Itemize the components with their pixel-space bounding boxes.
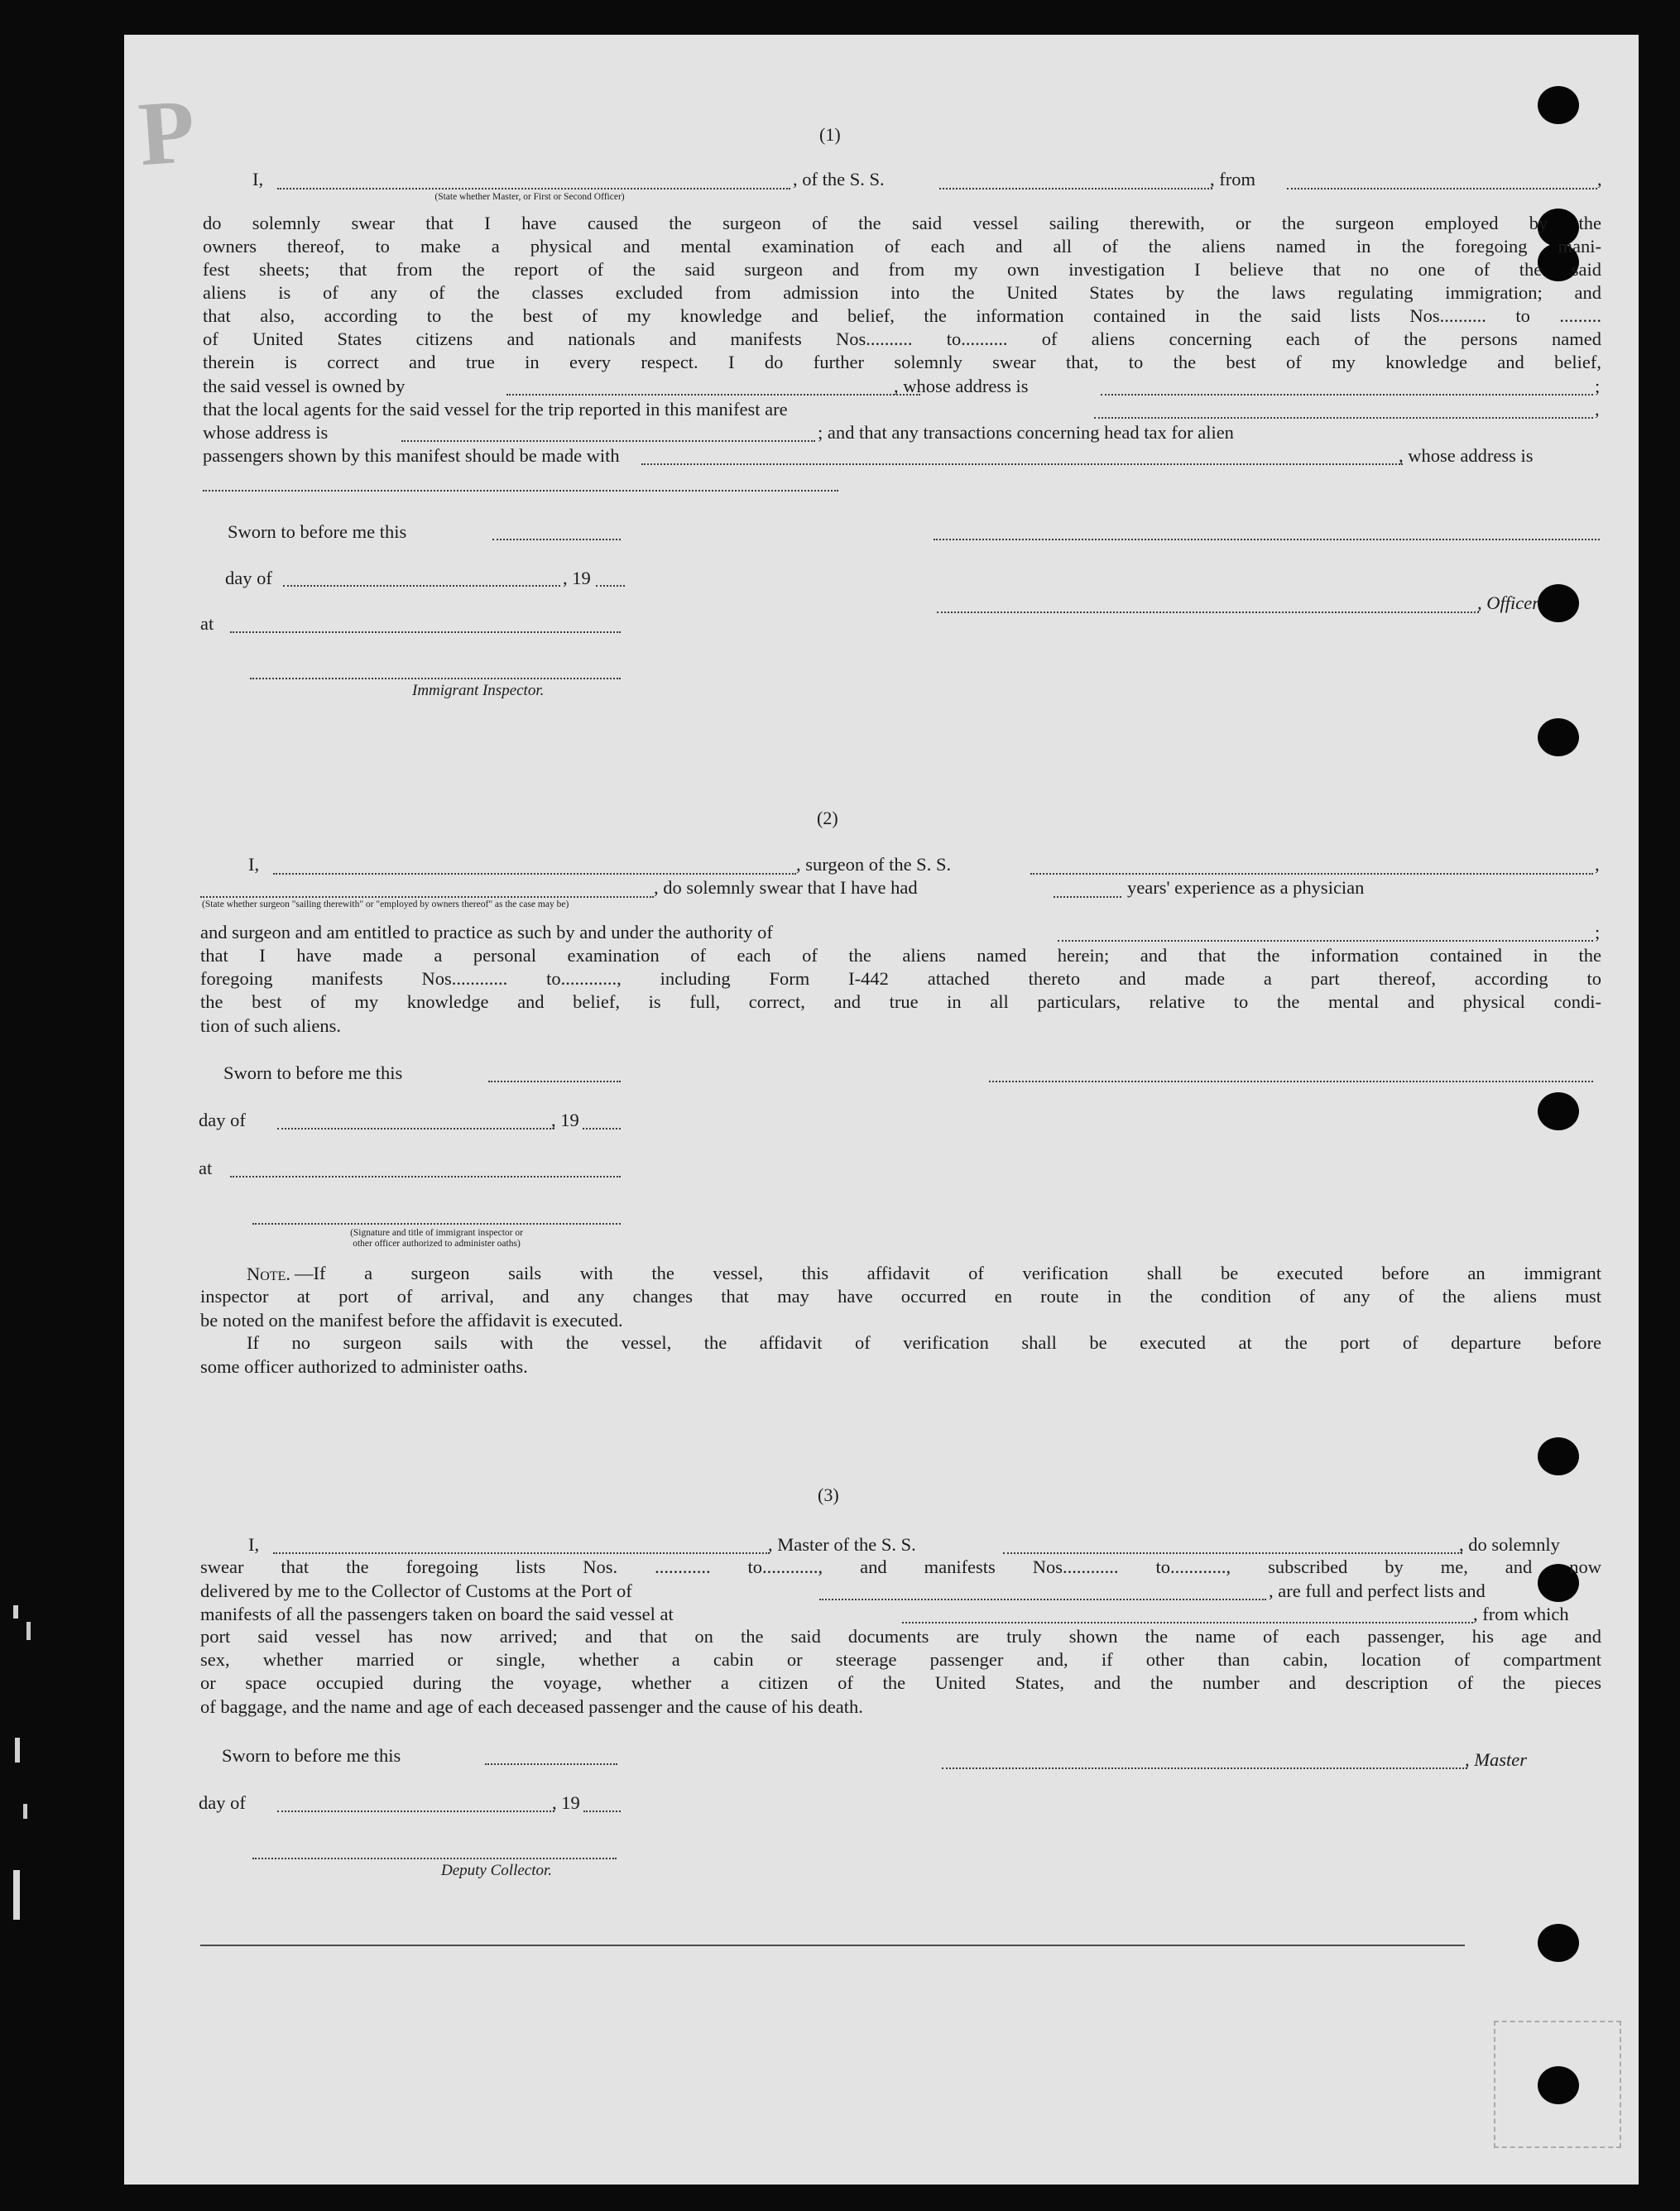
section-2-heading: (2) xyxy=(817,808,838,828)
text-i: I, xyxy=(252,169,264,189)
text-full-perfect: , are full and perfect lists and xyxy=(1269,1580,1486,1601)
s1-line: fest sheets; that from the report of the said surgeon and from my own investigation I believe that no one of the said xyxy=(203,259,1601,280)
inspector-signature-field[interactable] xyxy=(250,678,621,679)
text-i: I, xyxy=(248,854,260,875)
deputy-label: Deputy Collector. xyxy=(441,1862,553,1879)
punch-hole xyxy=(1538,1092,1579,1130)
ink-stain-mark: P xyxy=(135,79,199,185)
section-1-heading: (1) xyxy=(819,124,841,145)
s3-line: sex, whether married or single, whether a cabin or steerage passenger and, if other than cabin, location of compartment xyxy=(200,1649,1601,1670)
ship-name-field[interactable] xyxy=(1003,1552,1462,1554)
text-at: at xyxy=(199,1158,213,1178)
text-surgeon-of: , surgeon of the S. S. xyxy=(796,854,952,875)
officer-label: , Officer xyxy=(1477,592,1539,613)
comma: , xyxy=(1597,169,1602,189)
text-do-solemnly: , do solemnly swear that I have had xyxy=(654,877,918,898)
punch-hole xyxy=(1538,1924,1579,1962)
s3-line: or space occupied during the voyage, whether a citizen of the United States, and the number and description of the pieces xyxy=(200,1672,1601,1693)
text-from-which: , from which xyxy=(1473,1604,1569,1624)
comma: , xyxy=(1595,854,1600,875)
master-name-field[interactable] xyxy=(273,1552,770,1554)
master-hint: (State whether Master, or First or Second Officer) xyxy=(434,192,625,202)
text-local-agents: that the local agents for the said vessel for the trip reported in this manifest are xyxy=(203,399,788,420)
inspector-signature-field[interactable] xyxy=(252,1223,621,1225)
authority-field[interactable] xyxy=(1058,940,1593,942)
bottom-rule xyxy=(200,1945,1465,1946)
text-day-of: day of xyxy=(199,1110,246,1130)
master-name-field[interactable] xyxy=(277,188,790,189)
deputy-signature-field[interactable] xyxy=(252,1858,617,1859)
ship-name-field[interactable] xyxy=(939,188,1212,189)
embark-port-field[interactable] xyxy=(902,1622,1473,1623)
s3-line: port said vessel has now arrived; and that on the said documents are truly shown the name of each passenger, his age and xyxy=(200,1626,1601,1647)
sworn-date-field[interactable] xyxy=(492,539,621,540)
note-line: be noted on the manifest before the affidavit is executed. xyxy=(200,1310,623,1331)
s3-line: of baggage, and the name and age of each deceased passenger and the cause of his death. xyxy=(200,1696,863,1717)
text-whose-address: , whose address is xyxy=(894,376,1029,396)
sworn-date-field[interactable] xyxy=(485,1763,617,1765)
text-owned-by: the said vessel is owned by xyxy=(203,376,406,396)
text-years-experience: years' experience as a physician xyxy=(1127,877,1365,898)
binding-mark xyxy=(15,1738,20,1763)
text-i: I, xyxy=(248,1534,260,1555)
officer-signature-top-field[interactable] xyxy=(934,539,1600,540)
text-year: , 19 xyxy=(552,1792,580,1813)
s2-line: that I have made a personal examination of each of the aliens named herein; and that the information contained in the xyxy=(200,945,1601,966)
text-at: at xyxy=(200,613,214,634)
s2-line: foregoing manifests Nos............ to............, including Form I-442 attached thereto and made a part thereof, according to xyxy=(200,968,1601,989)
punch-hole xyxy=(1538,584,1579,622)
at-place-field[interactable] xyxy=(230,1176,621,1177)
surgeon-status-hint: (State whether surgeon "sailing therewith" or "employed by owners thereof" as the case may be) xyxy=(202,899,569,909)
year-field[interactable] xyxy=(583,1811,621,1812)
s2-line: the best of my knowledge and belief, is full, correct, and true in all particulars, relative to the mental and physical condi- xyxy=(200,991,1601,1012)
signature-hint: other officer authorized to administer oaths) xyxy=(353,1239,521,1249)
punch-hole xyxy=(1538,2066,1579,2104)
text-whose-address-3: , whose address is xyxy=(1399,445,1534,466)
note-label: Note. xyxy=(247,1264,290,1284)
text-of-ss: , of the S. S. xyxy=(793,169,885,189)
text-passengers: passengers shown by this manifest should be made with xyxy=(203,445,620,466)
binding-mark xyxy=(13,1605,18,1619)
s2-line: tion of such aliens. xyxy=(200,1015,341,1036)
section-3-heading: (3) xyxy=(818,1484,839,1505)
text-sworn: Sworn to before me this xyxy=(222,1745,401,1766)
text-day-of: day of xyxy=(225,568,272,588)
inspector-label: Immigrant Inspector. xyxy=(412,682,545,699)
form-page xyxy=(124,35,1639,2185)
semicolon: ; xyxy=(1595,922,1601,942)
master-label: , Master xyxy=(1465,1749,1527,1770)
note-line: inspector at port of arrival, and any changes that may have occurred en route in the condition of any of the aliens must xyxy=(200,1286,1601,1307)
text-sworn: Sworn to before me this xyxy=(223,1062,403,1083)
day-of-field[interactable] xyxy=(277,1811,554,1812)
surgeon-name-field[interactable] xyxy=(273,873,796,875)
text-authority: and surgeon and am entitled to practice as such by and under the authority of xyxy=(200,922,773,942)
at-place-field[interactable] xyxy=(230,631,621,633)
note-line: some officer authorized to administer oaths. xyxy=(200,1356,528,1377)
text-from: , from xyxy=(1210,169,1255,189)
text-sworn: Sworn to before me this xyxy=(228,521,407,542)
text-do-solemnly: , do solemnly xyxy=(1459,1534,1560,1555)
year-field[interactable] xyxy=(596,585,625,587)
text-master-of: , Master of the S. S. xyxy=(768,1534,916,1555)
text-year: , 19 xyxy=(563,568,591,588)
port-field[interactable] xyxy=(819,1599,1266,1600)
note-line: If no surgeon sails with the vessel, the affidavit of verification shall be executed at the port of departure before xyxy=(247,1332,1601,1353)
head-tax-contact-field[interactable] xyxy=(641,463,1403,465)
binding-mark xyxy=(13,1870,20,1920)
from-port-field[interactable] xyxy=(1287,188,1597,189)
s1-line: of United States citizens and nationals and manifests Nos.......... to.......... of aliens concerning each of the persons named xyxy=(203,329,1601,349)
owner-field[interactable] xyxy=(506,394,920,396)
officer-signature-field[interactable] xyxy=(937,612,1479,613)
contact-address-field[interactable] xyxy=(203,490,838,492)
semicolon: ; xyxy=(1595,376,1601,396)
binding-mark xyxy=(23,1804,27,1819)
s1-line: owners thereof, to make a physical and mental examination of each and all of the aliens named in the foregoing mani- xyxy=(203,236,1601,257)
years-experience-field[interactable] xyxy=(1054,896,1121,898)
text-day-of: day of xyxy=(199,1792,246,1813)
s1-line: therein is correct and true in every respect. I do further solemnly swear that, to the best of my knowledge and belief, xyxy=(203,352,1601,372)
signature-hint: (Signature and title of immigrant inspector or xyxy=(350,1228,523,1238)
punch-hole xyxy=(1538,718,1579,756)
text-manifests-all: manifests of all the passengers taken on board the said vessel at xyxy=(200,1604,674,1624)
agents-address-field[interactable] xyxy=(401,440,815,442)
text-year: , 19 xyxy=(551,1110,579,1130)
day-of-field[interactable] xyxy=(277,1128,554,1129)
s1-line: aliens is of any of the classes excluded from admission into the United States by the laws regulating immigration; and xyxy=(203,282,1601,303)
year-field[interactable] xyxy=(583,1128,621,1129)
surgeon-status-field[interactable] xyxy=(200,896,654,898)
surgeon-signature-field[interactable] xyxy=(989,1081,1593,1082)
punch-hole xyxy=(1538,1437,1579,1475)
owner-address-field[interactable] xyxy=(1101,394,1593,396)
day-of-field[interactable] xyxy=(283,585,560,587)
text-whose-address-2: whose address is xyxy=(203,422,329,443)
master-signature-field[interactable] xyxy=(942,1767,1467,1769)
s1-line: that also, according to the best of my knowledge and belief, the information contained in the said lists Nos.......... to ......... xyxy=(203,305,1601,326)
binding-mark xyxy=(26,1622,31,1640)
s3-line: swear that the foregoing lists Nos. ............ to............, and manifests Nos............ to............, subscribed by me, and now xyxy=(200,1556,1601,1577)
comma: , xyxy=(1595,399,1600,420)
punch-hole xyxy=(1538,86,1579,124)
text-head-tax: ; and that any transactions concerning head tax for alien xyxy=(818,422,1234,443)
s1-line: do solemnly swear that I have caused the surgeon of the said vessel sailing therewith, or the surgeon employed by the xyxy=(203,213,1601,233)
note-line: —If a surgeon sails with the vessel, this affidavit of verification shall be executed before an immigrant xyxy=(295,1263,1601,1283)
local-agents-field[interactable] xyxy=(1094,417,1593,419)
text-delivered: delivered by me to the Collector of Customs at the Port of xyxy=(200,1580,632,1601)
sworn-date-field[interactable] xyxy=(488,1081,621,1082)
surgeon-ship-field[interactable] xyxy=(1030,873,1593,875)
